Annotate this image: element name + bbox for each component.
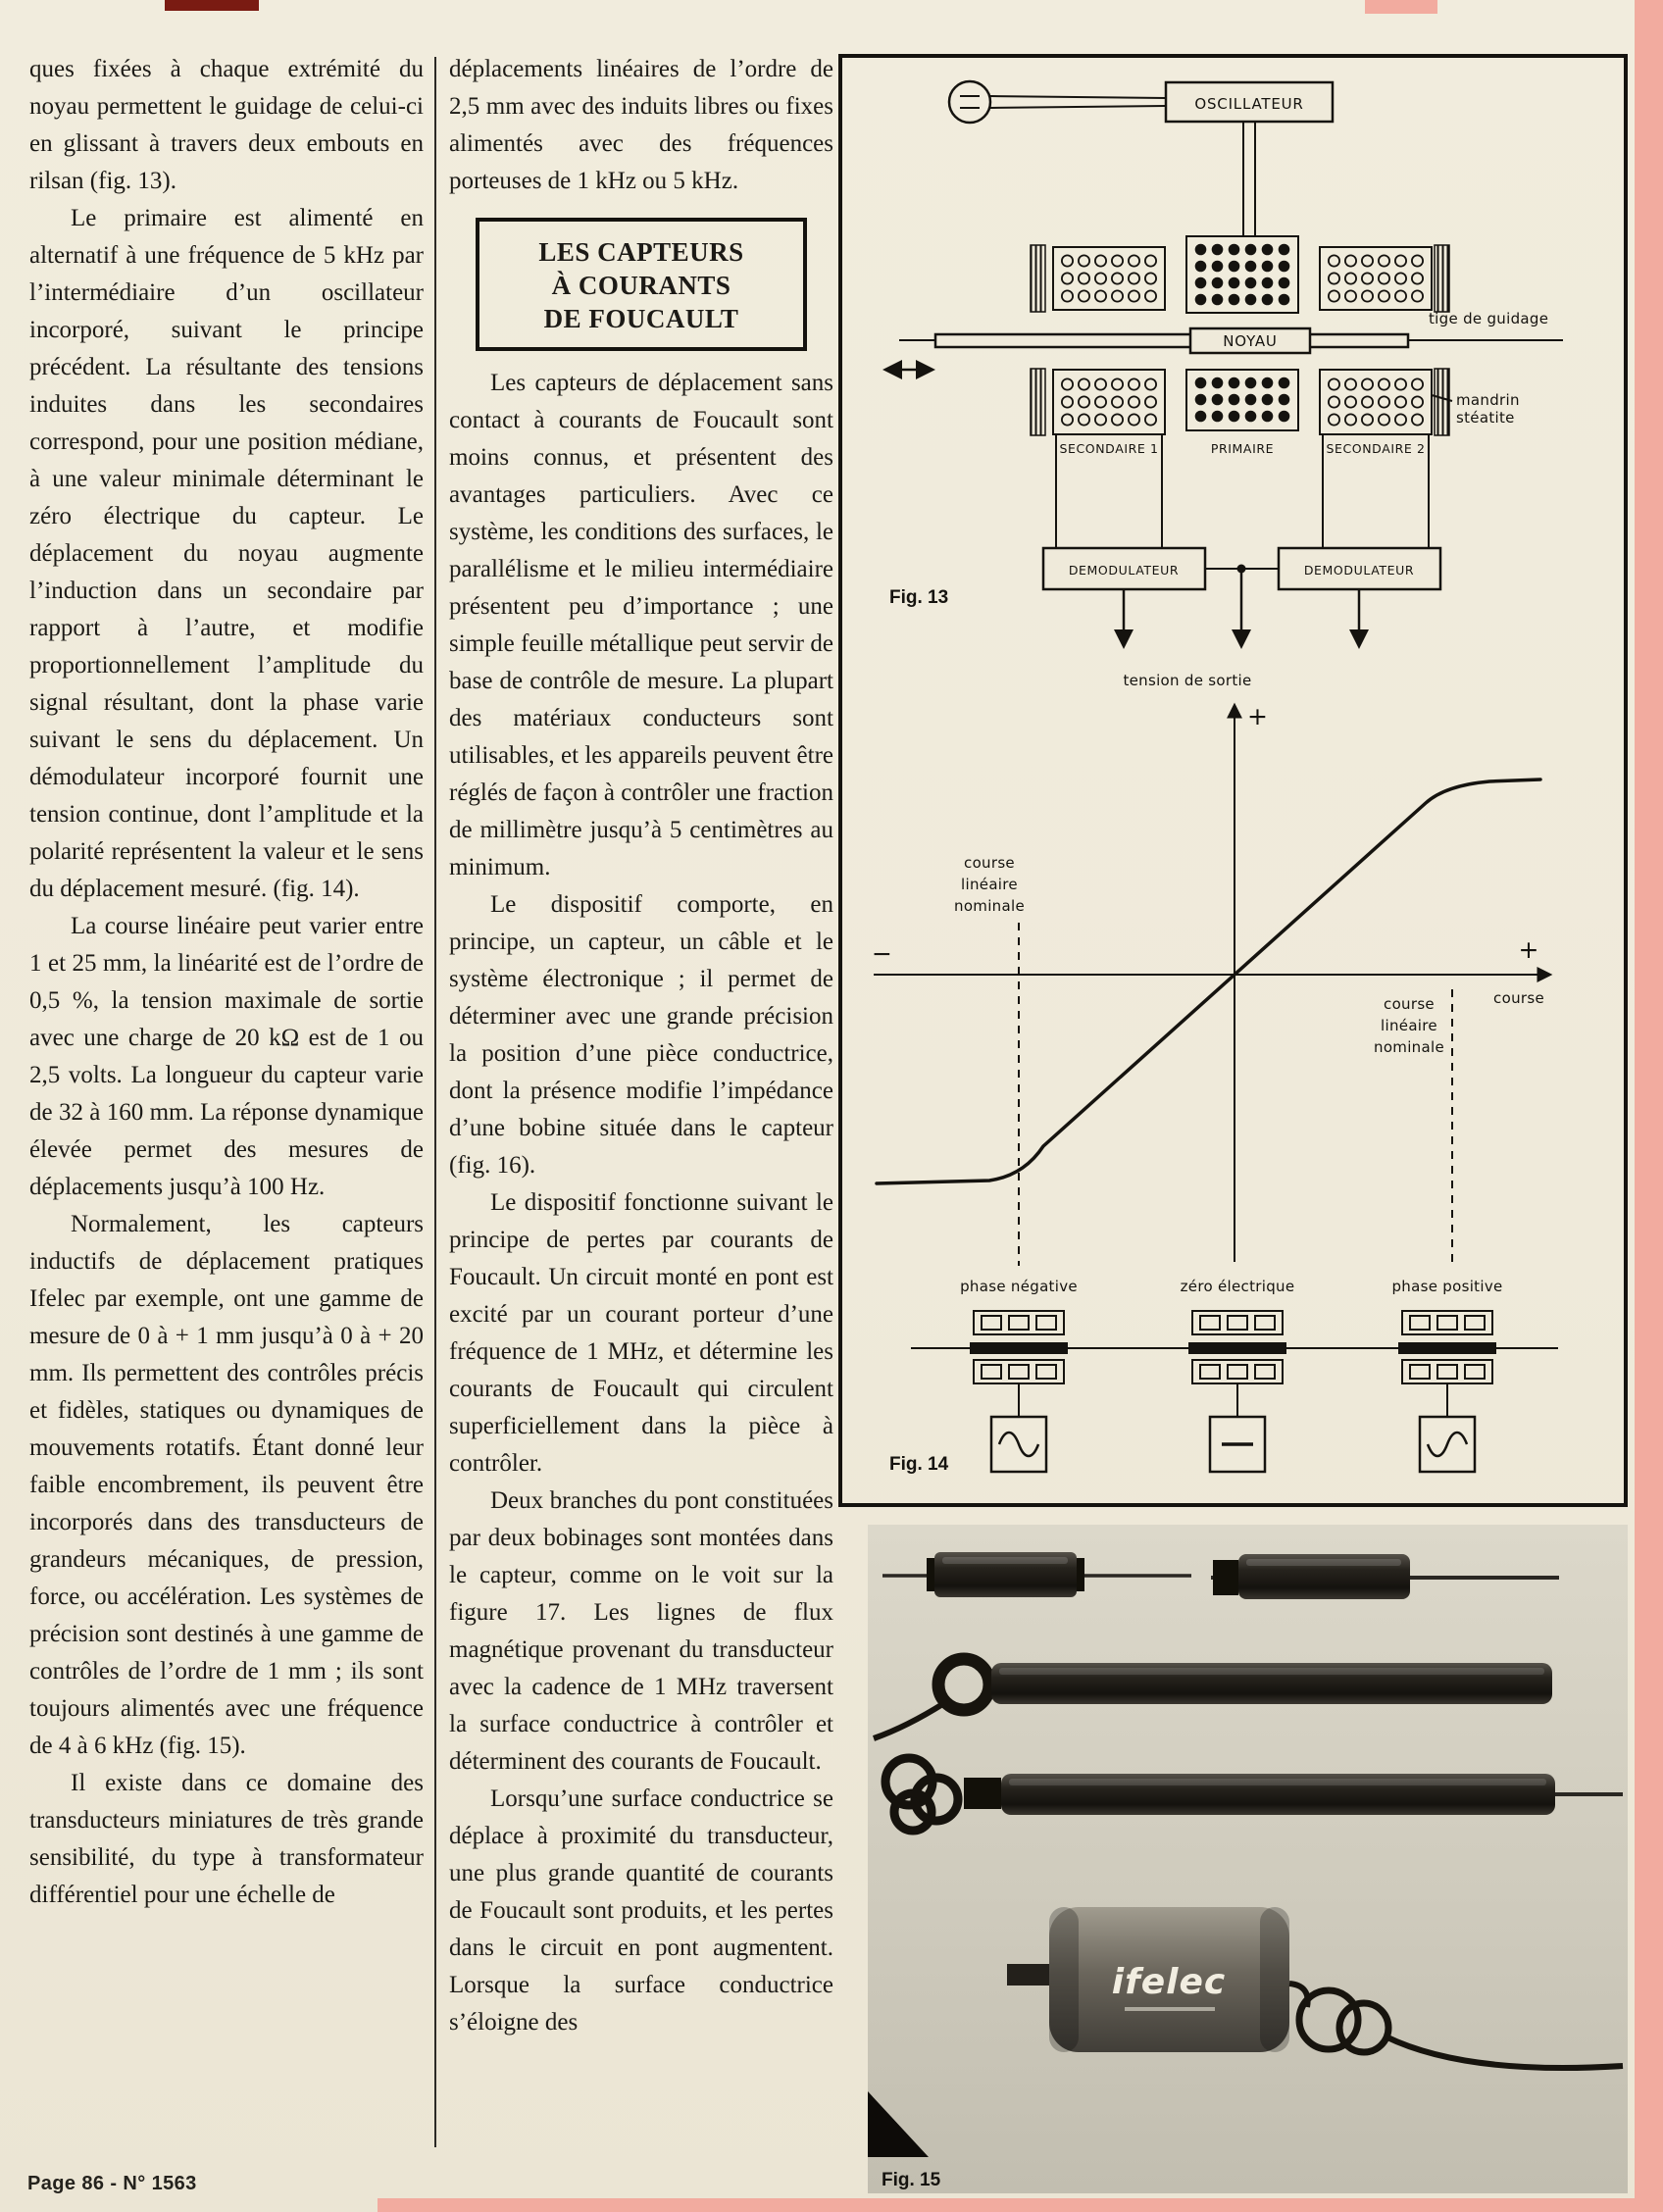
secondary2-winding-upper xyxy=(1326,252,1426,305)
paragraph-middle-2: Le dispositif comporte, en principe, un capteur, un câble et le système électronique ; il permet de déterminer avec une grande précision la position d’une pièce conductrice, dont la présence modifie l’impédance d’une bobine située dans le capteur (fig. 16). xyxy=(449,891,833,1179)
oscillator-label: OSCILLATEUR xyxy=(1194,95,1304,113)
fig15-photo-svg xyxy=(868,1525,1628,2193)
sensor-unit-right xyxy=(1398,1311,1496,1472)
ifelec-brand-label: ifelec xyxy=(1111,1962,1227,2002)
section-heading-line: DE FOUCAULT xyxy=(543,304,739,333)
paragraph-middle-5: Lorsqu’une surface conductrice se déplace à proximité du transducteur, une plus grande quantité de courants de Foucault sont produits, et les pertes dans le circuit en pont augmentent. Lorsque la surface conductrice s’éloigne des xyxy=(449,1785,833,2036)
left-annotation-line2: linéaire xyxy=(961,876,1018,893)
phase-negative-label: phase négative xyxy=(960,1278,1078,1295)
top-left-red-bar xyxy=(165,0,259,11)
section-heading-line: À COURANTS xyxy=(551,271,731,300)
section-heading-line: LES CAPTEURS xyxy=(538,237,744,267)
secondary1-winding-lower xyxy=(1059,376,1159,428)
paragraph-middle-3: Le dispositif fonctionne suivant le principe de pertes par courants de Foucault. Un circuit monté en pont est excité par un courant porteur d’une fréquence de 1 MHz, et détermine les courants de Foucault qui circulent superficiellement dans la pièce à contrôler. xyxy=(449,1189,833,1477)
phase-positive-label: phase positive xyxy=(1391,1278,1503,1295)
fig14-phase-diagrams xyxy=(889,1278,1558,1475)
paragraph-middle-1: Les capteurs de déplacement sans contact à courants de Foucault sont moins connus, et présentent des avantages particuliers. Avec ce système, les conditions des surfaces, le parallélisme et le milieu intermédiaire présentent peu d’importance ; une simple feuille métallique peut servir de base de contrôle de mesure. La plupart des matériaux conducteurs sont utilisables, et les appareils peuvent être réglés de façon à contrôler une fraction de millimètre jusqu’à 5 centimètres au minimum. xyxy=(449,370,833,880)
figure-15-photo xyxy=(868,1525,1628,2193)
mandrin-label-line1: mandrin xyxy=(1456,391,1520,409)
paragraph-left-1: ques fixées à chaque extrémité du noyau permettent le guidage de celui-ci en glissant à travers deux embouts en rilsan (fig. 13). xyxy=(29,56,424,194)
y-axis-title: tension de sortie xyxy=(1123,672,1252,689)
paragraph-middle-intro: déplacements linéaires de l’ordre de 2,5 mm avec des induits libres ou fixes alimentés avec des fréquences porteuses de 1 kHz ou 5 kHz. xyxy=(449,56,833,194)
middle-column xyxy=(449,51,833,2041)
primary-winding-upper xyxy=(1192,241,1292,308)
sensor-unit-left xyxy=(970,1311,1068,1472)
primaire-label: PRIMAIRE xyxy=(1210,441,1275,456)
column-divider-rule xyxy=(434,57,436,2147)
right-pink-strip xyxy=(1635,0,1663,2212)
plus-top-sign: + xyxy=(1247,702,1268,730)
top-right-pink-square xyxy=(1365,0,1437,14)
right-annotation-line1: course xyxy=(1384,995,1435,1013)
paragraph-left-3: La course linéaire peut varier entre 1 et 25 mm, la linéarité est de l’ordre de 0,5 %, la tension maximale de sortie avec une charge de 20 kΩ est de 1 ou 2,5 volts. La longueur du capteur varie de 32 à 160 mm. La réponse dynamique élevée permet des mesures de déplacements jusqu’à 100 Hz. xyxy=(29,913,424,1200)
upper-coil-assembly xyxy=(1031,236,1449,313)
fig15-caption: Fig. 15 xyxy=(882,2170,941,2190)
bottom-pink-strip xyxy=(378,2198,1663,2212)
secondary2-winding-lower xyxy=(1326,376,1426,428)
noyau-label: NOYAU xyxy=(1223,332,1278,350)
lower-coil-assembly xyxy=(1031,369,1520,435)
secondaire2-label: SECONDAIRE 2 xyxy=(1326,441,1426,456)
demodulator-left-label: DEMODULATEUR xyxy=(1068,563,1180,578)
demodulator-right-label: DEMODULATEUR xyxy=(1303,563,1415,578)
coil-flange xyxy=(1435,245,1449,312)
minus-left-sign: − xyxy=(872,939,892,968)
zero-electrique-label: zéro électrique xyxy=(1180,1278,1295,1295)
response-curve xyxy=(877,779,1540,1183)
left-column xyxy=(29,51,424,1914)
core-rod xyxy=(885,310,1563,370)
primary-winding-lower xyxy=(1192,375,1292,425)
right-annotation-line2: linéaire xyxy=(1381,1017,1437,1034)
paragraph-middle-4: Deux branches du pont constituées par deux bobinages sont montées dans le capteur, comme on le voit sur la figure 17. Les lignes de flux magnétique provenant du transducteur avec la cadence de 1 MHz traversent la surface conductrice à contrôler et déterminent des courants de Foucault. xyxy=(449,1487,833,1775)
right-annotation-line3: nominale xyxy=(1374,1038,1444,1056)
left-annotation-line1: course xyxy=(964,854,1015,872)
fig14-caption: Fig. 14 xyxy=(889,1454,949,1475)
mandrin-label-line2: stéatite xyxy=(1456,409,1515,427)
output-voltage-graph xyxy=(872,672,1550,1266)
x-axis-title: course xyxy=(1493,989,1544,1007)
secondary1-winding-upper xyxy=(1059,252,1159,305)
fig13-schematic xyxy=(885,81,1563,646)
section-heading-box xyxy=(476,218,806,351)
secondaire1-label: SECONDAIRE 1 xyxy=(1059,441,1159,456)
page-footer: Page 86 - N° 1563 xyxy=(27,2173,197,2194)
paragraph-left-4: Normalement, les capteurs inductifs de déplacement pratiques Ifelec par exemple, ont une gamme de mesure de 0 à + 1 mm jusqu’à 0 à + 20 mm. Ils permettent des contrôles précis et fidèles, statiques ou dynamiques de mouvements rotatifs. Étant donné leur faible encombrement, ils peuvent être incorporés dans des transducteurs de grandeurs mécaniques, de pression, force, ou accélération. Les systèmes de précision sont destinés à une gamme de contrôles de l’ordre de 1 mm ; ils sont toujours alimentés avec une fréquence de 4 à 6 kHz (fig. 15). xyxy=(29,1211,424,1759)
paragraph-left-5: Il existe dans ce domaine des transducteurs miniatures de très grande sensibilité, du type à transformateur différentiel pour une échelle de xyxy=(29,1770,424,1908)
plus-right-sign: + xyxy=(1518,935,1539,964)
sensor-unit-middle xyxy=(1188,1311,1286,1472)
coil-flange xyxy=(1435,369,1449,435)
tige-de-guidage-label: tige de guidage xyxy=(1429,310,1549,327)
coil-flange xyxy=(1031,245,1045,312)
photo-background xyxy=(868,1525,1628,2193)
ac-source-icon xyxy=(949,81,990,123)
fig13-caption: Fig. 13 xyxy=(889,587,949,608)
left-annotation-line3: nominale xyxy=(954,897,1025,915)
coil-flange xyxy=(1031,369,1045,435)
figure-panel-svg xyxy=(842,58,1624,1503)
figure-panel-13-14 xyxy=(838,54,1628,1507)
paragraph-left-2: Le primaire est alimenté en alternatif à une fréquence de 5 kHz par l’intermédiaire d’un oscillateur incorporé, suivant le principe précédent. La résultante des tensions induites dans les secondaires correspond, pour une position médiane, à une valeur minimale déterminant le zéro électrique du capteur. Le déplacement du noyau augmente l’induction dans un secondaire par rapport à l’autre, et modifie proportionnellement l’amplitude du signal résultant, dont la phase varie suivant le sens du déplacement. Un démodulateur incorporé fournit une tension continue, dont l’amplitude et la polarité représentent la valeur et le sens du déplacement mesuré. (fig. 14). xyxy=(29,205,424,902)
housing-small-print-strip xyxy=(1125,2007,1215,2011)
